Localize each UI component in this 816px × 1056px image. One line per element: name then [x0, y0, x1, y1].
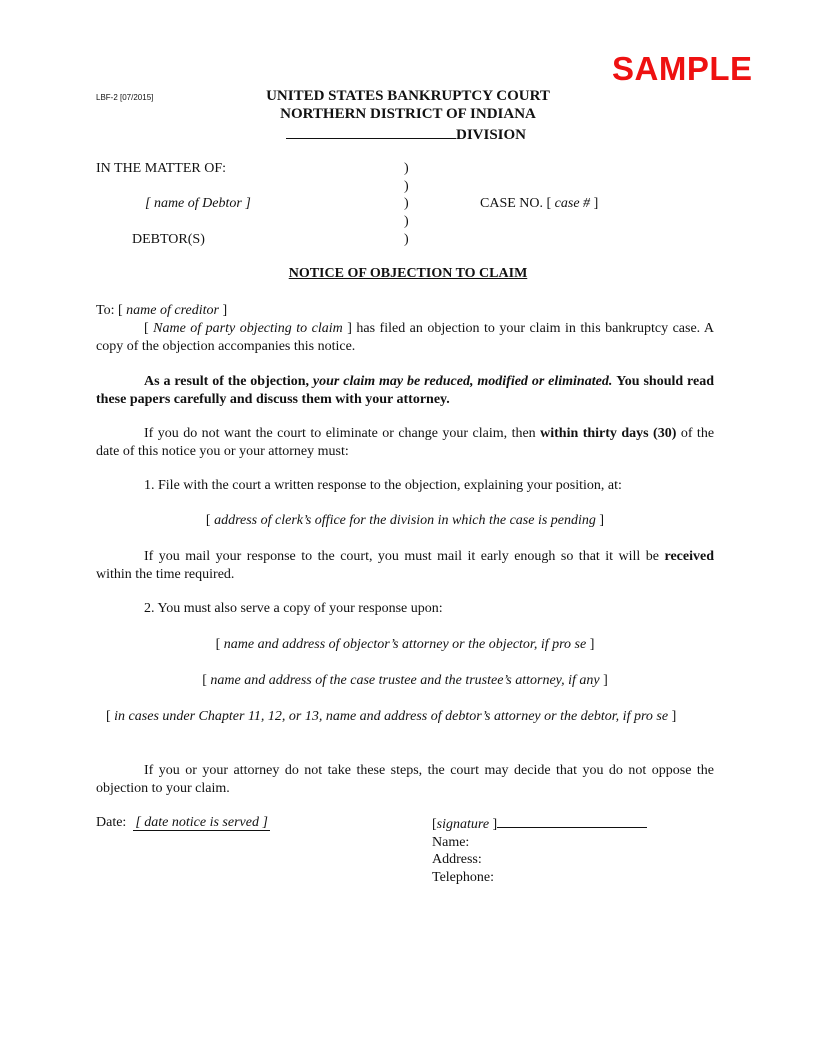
court-district: NORTHERN DISTRICT OF INDIANA: [280, 106, 536, 122]
bracket-close: ]: [599, 513, 605, 528]
bracket-close: ]: [671, 709, 677, 724]
debtor-name-placeholder: [ name of Debtor ]: [145, 196, 251, 211]
mail-paragraph: [96, 548, 714, 584]
mail-text-1: If you mail your response to the court, you must mail it early enough so that it will be: [144, 549, 660, 564]
division-blank-line: [286, 125, 456, 139]
bracket-open: [: [202, 673, 207, 688]
debtor-address-placeholder: in cases under Chapter 11, 12, or 13, name and address of debtor’s attorney or the debtor, if pro se: [114, 709, 669, 724]
address-label: Address:: [432, 852, 482, 867]
date-label: Date:: [96, 815, 127, 830]
warning-bold-italic: your claim may be reduced, modified or eliminated.: [312, 374, 613, 389]
objection-paragraph: [96, 320, 714, 356]
trustee-address-placeholder: name and address of the case trustee and the trustee’s attorney, if any: [210, 673, 600, 688]
date-placeholder: [ date notice is served ]: [135, 815, 268, 830]
telephone-label: Telephone:: [432, 869, 494, 885]
bracket-open: [: [144, 321, 149, 336]
deadline-bold: within thirty days (30): [540, 426, 677, 441]
objection-text: ] has filed an objection to your claim in this bankruptcy case. A copy of the objection accompanies this notice.: [96, 321, 714, 354]
bracket-open: [: [432, 817, 437, 832]
notice-title: NOTICE OF OBJECTION TO CLAIM: [288, 266, 528, 281]
caption-paren: ): [404, 161, 409, 176]
case-no-placeholder: case #: [554, 196, 591, 211]
division-label: DIVISION: [456, 127, 527, 143]
bracket-open: [: [215, 637, 221, 652]
mail-text-2: within the time required.: [96, 567, 235, 582]
debtor-address: [96, 707, 714, 727]
warning-bold-2: You should read these papers carefully and discuss them with your attorney.: [96, 374, 714, 407]
bracket-close: ]: [492, 817, 498, 832]
trustee-address: [96, 671, 714, 691]
clerk-address-placeholder: address of clerk’s office for the division in which the case is pending: [214, 513, 596, 528]
deadline-text-2: of the date of this notice you or your attorney must:: [96, 426, 715, 459]
in-the-matter-label: IN THE MATTER OF:: [96, 161, 227, 176]
bracket-close: ]: [603, 673, 608, 688]
form-number: LBF-2 [07/2015]: [96, 93, 154, 102]
court-division: [286, 125, 586, 144]
to-line: [96, 302, 714, 320]
step-2: 2. You must also serve a copy of your response upon:: [144, 601, 443, 616]
caption-paren: ): [404, 196, 409, 211]
caption-paren: ): [404, 214, 409, 229]
to-label: To: [: [96, 303, 123, 318]
caption-paren: ): [404, 179, 409, 194]
consequence-paragraph: If you or your attorney do not take these steps, the court may decide that you do not oppose the objection to your claim.: [96, 763, 714, 796]
creditor-placeholder: name of creditor: [126, 303, 219, 318]
debtors-label: DEBTOR(S): [132, 232, 205, 247]
mail-bold: received: [664, 549, 714, 564]
name-label: Name:: [432, 834, 470, 850]
warning-bold-1: As a result of the objection,: [144, 374, 310, 389]
step-1: 1. File with the court a written response to the objection, explaining your position, at:: [144, 478, 622, 493]
bracket-open: [: [106, 709, 111, 724]
court-name: UNITED STATES BANKRUPTCY COURT: [266, 88, 550, 104]
deadline-text-1: If you do not want the court to eliminate or change your claim, then: [144, 426, 536, 441]
signature-placeholder: signature: [436, 817, 490, 832]
objecting-party-placeholder: Name of party objecting to claim: [153, 321, 343, 336]
objector-address-placeholder: name and address of objector’s attorney or the objector, if pro se: [223, 637, 587, 652]
date-line: [96, 815, 270, 831]
objector-address: [96, 635, 714, 655]
bracket-open: [: [205, 513, 211, 528]
to-end: ]: [222, 303, 228, 318]
sample-watermark: SAMPLE: [612, 50, 753, 87]
signature-line: [432, 815, 647, 834]
case-no-label: CASE NO. [: [480, 196, 552, 211]
case-number: [480, 196, 598, 212]
signature-block: [432, 815, 647, 886]
case-no-end: ]: [593, 196, 599, 211]
warning-paragraph: [96, 373, 714, 409]
bracket-close: ]: [589, 637, 595, 652]
caption-paren: ): [404, 232, 409, 247]
deadline-paragraph: [96, 425, 714, 461]
clerk-address: [96, 511, 714, 531]
signature-underline: [497, 815, 647, 828]
